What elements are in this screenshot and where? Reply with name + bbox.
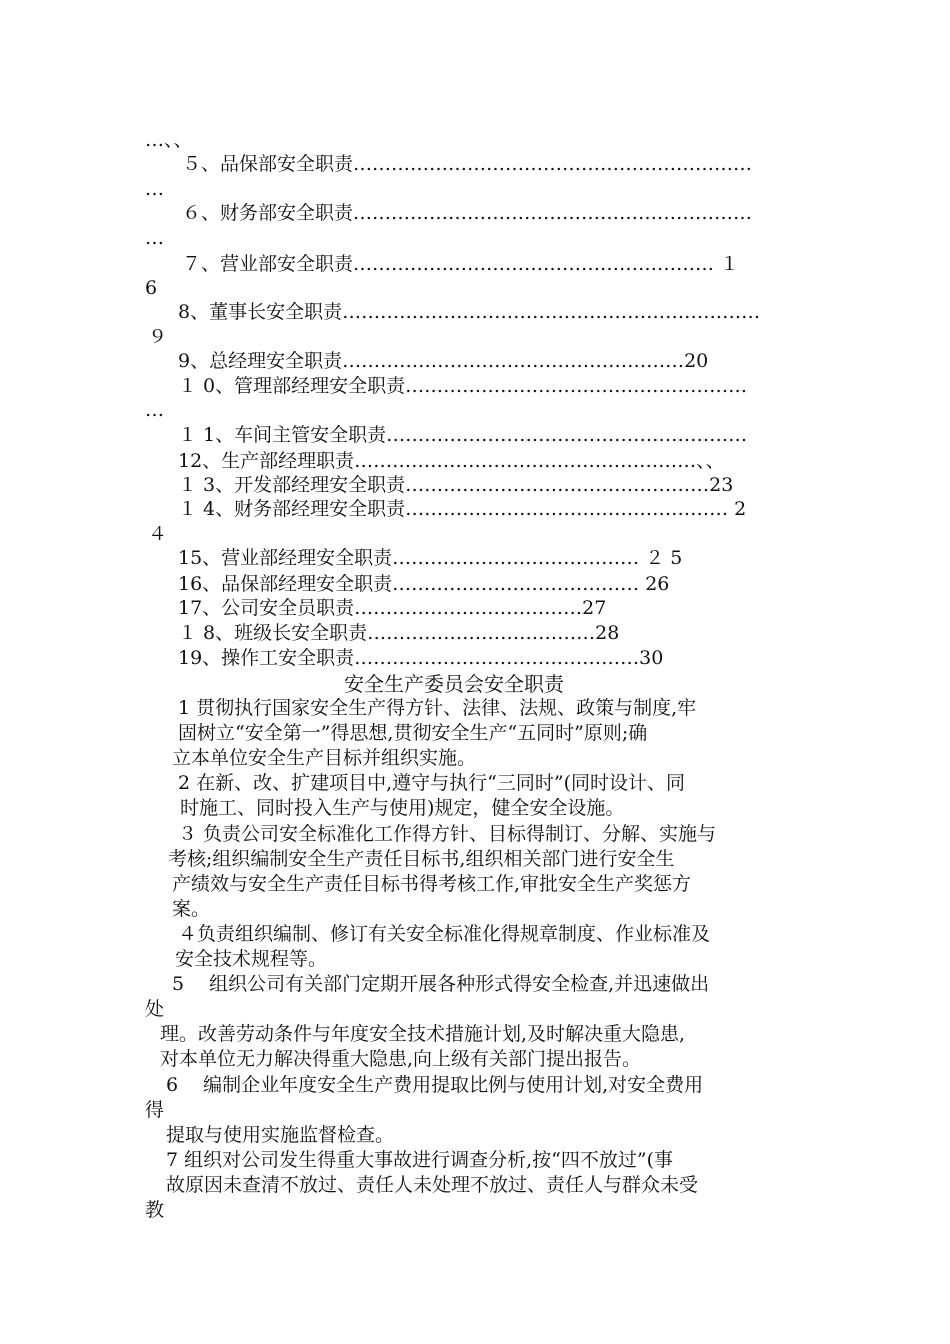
- body-line: 安全技术规程等。: [175, 948, 328, 970]
- toc-item-8-cont: ９: [148, 326, 168, 348]
- body-line: 处: [145, 998, 165, 1020]
- body-line: 立本单位安全生产目标并组织实施。: [172, 747, 477, 769]
- body-line: 对本单位无力解决得重大隐患,向上级有关部门提出报告。: [160, 1048, 642, 1070]
- toc-item-11: １ 1、车间主管安全职责…………………………………………………: [178, 424, 748, 446]
- section-title: 安全生产委员会安全职责: [344, 672, 564, 696]
- body-line: 考核;组织编制安全生产责任目标书,组织相关部门进行安全生: [168, 848, 675, 870]
- toc-item-7-cont: 6: [145, 277, 158, 299]
- body-line: 提取与使用实施监督检查。: [166, 1124, 395, 1146]
- toc-item-8: 8、董事长安全职责…………………………………………………………: [178, 301, 761, 323]
- body-line: 案。: [172, 898, 211, 920]
- toc-item-6: ６、财务部安全职责………………………………………………………: [182, 202, 753, 224]
- body-line: ３ 负责公司安全标准化工作得方针、目标得制订、分解、实施与: [178, 823, 717, 845]
- toc-lead-dots: …、、: [145, 129, 193, 151]
- toc-item-14: １ 4、财务部经理安全职责…………………………………………… 2: [178, 498, 747, 520]
- toc-item-9: 9、总经理安全职责………………………………………………20: [178, 350, 709, 372]
- body-line: 产绩效与安全生产责任目标书得考核工作,审批安全生产奖惩方: [172, 873, 692, 895]
- body-line: 1 贯彻执行国家安全生产得方针、法律、法规、政策与制度,牢: [178, 697, 697, 719]
- toc-item-10: １ 0、管理部经理安全职责………………………………………………: [178, 375, 748, 397]
- toc-item-10-cont: …: [145, 399, 164, 421]
- body-line: 6 编制企业年度安全生产费用提取比例与使用计划,对安全费用: [166, 1074, 704, 1096]
- toc-item-6-cont: …: [145, 227, 164, 249]
- body-line: 得: [145, 1099, 165, 1121]
- toc-item-17: 17、公司安全员职责………………………………27: [178, 597, 607, 619]
- toc-item-7: ７、营业部安全职责………………………………………………… １: [182, 253, 740, 275]
- toc-item-14-cont: ４: [148, 523, 168, 545]
- body-line: 理。改善劳动条件与年度安全技术措施计划,及时解决重大隐患,: [160, 1023, 686, 1045]
- toc-item-13: １ 3、开发部经理安全职责…………………………………………23: [178, 474, 734, 496]
- body-line: 固树立“安全第一”得思想,贯彻安全生产“五同时”原则;确: [178, 722, 648, 744]
- body-line: 故原因未查清不放过、责任人未处理不放过、责任人与群众未受: [166, 1174, 699, 1196]
- body-line: 7 组织对公司发生得重大事故进行调查分析,按“四不放过”(事: [166, 1149, 674, 1171]
- toc-item-5: ５、品保部安全职责………………………………………………………: [182, 153, 753, 175]
- toc-item-12: 12、生产部经理职责………………………………………………、、: [178, 450, 725, 472]
- body-line: 时施工、同时投入生产与使用)规定，健全安全设施。: [180, 797, 625, 819]
- toc-item-19: 19、操作工安全职责………………………………………30: [178, 647, 664, 669]
- toc-item-15: 15、营业部经理安全职责………………………………… ２ 5: [178, 547, 683, 569]
- body-line: 2 在新、改、扩建项目中,遵守与执行“三同时”(同时设计、同: [178, 772, 686, 794]
- toc-item-16: 16、品保部经理安全职责………………………………… 26: [178, 573, 670, 595]
- body-line: 5 组织公司有关部门定期开展各种形式得安全检查,并迅速做出: [172, 973, 710, 995]
- body-line: 教: [145, 1199, 165, 1221]
- toc-item-18: １ 8、班级长安全职责………………………………28: [178, 622, 620, 644]
- body-line: ４负责组织编制、修订有关安全标准化得规章制度、作业标准及: [178, 923, 711, 945]
- toc-item-5-cont: …: [145, 178, 164, 200]
